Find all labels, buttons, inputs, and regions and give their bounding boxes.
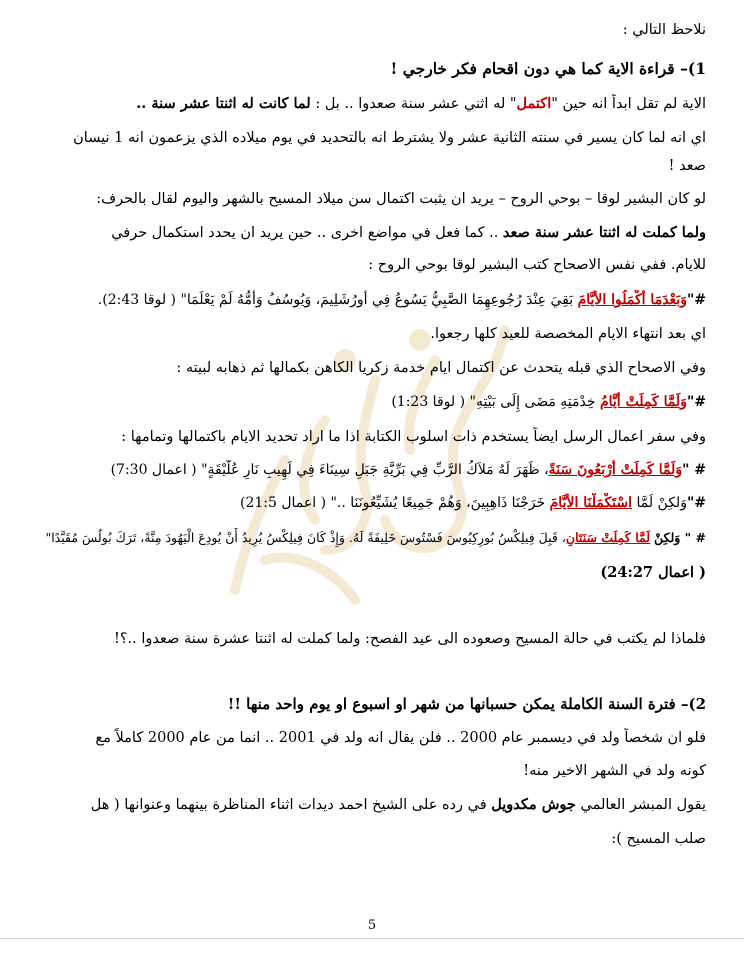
- line-22: يقول المبشر العالمي جوش مكدويل في رده على الشيخ احمد ديدات اثناء المناظرة بينهما وعنوانها ( هل: [90, 796, 706, 813]
- line-13: وفي سفر اعمال الرسل ايضاً يستخدم ذات اسلوب الكتابة اذا ما اراد تحديد الايام باكتمالها وتمامها :: [121, 429, 706, 445]
- section-2-heading: 2)– فترة السنة الكاملة يمكن حسبانها من شهر او اسبوع او يوم واحد منها !!: [227, 695, 706, 713]
- line-21: كونه ولد في الشهر الاخير منه!: [523, 763, 706, 779]
- line-20: فلو ان شخصاً ولد في ديسمبر عام 2000 .. فلن يقال انه ولد في 2001 .. انما من عام 2000 كاملاً مع: [95, 730, 706, 746]
- section-1-heading: 1)– قراءة الاية كما هي دون اقحام فكر خارجي !: [390, 59, 706, 78]
- line-11: وفي الاصحاح الذي قبله يتحدث عن اكتمال ايام خدمة زكريا الكاهن بكمالها ثم ذهابه لبيته :: [176, 360, 706, 376]
- page-number: 5: [367, 918, 377, 933]
- line-3: الاية لم تقل ابداً انه حين "اكتمل" له اثني عشر سنة صعدوا .. بل : لما كانت له اثنتا عشر سنة ..: [136, 95, 706, 112]
- line-intro: نلاحظ التالي :: [622, 22, 706, 38]
- verse-acts-7-30: # "وَلَمَّا كَمِلَتْ أَرْبَعُونَ سَنَةً، ظَهَرَ لَهُ مَلاَكُ الرَّبِّ فِي بَرِّيَّةِ جَبَلِ سِينَاءَ فِي لَهِيبِ نَارِ عُلَّيْقَةٍ" ( اعمال 7:30): [110, 462, 706, 478]
- highlight-iktamal: اكتمل: [516, 95, 552, 112]
- line-question: فلماذا لم يكتب في حالة المسيح وصعوده الى عيد الفصح: ولما كملت له اثنتا عشرة سنة صعدوا ..؟!: [114, 631, 706, 647]
- line-5: صعد !: [668, 158, 706, 174]
- line-10: اي بعد انتهاء الايام المخصصة للعيد كلها رجعوا.: [430, 326, 706, 342]
- line-acts-ref: ( اعمال 24:27): [600, 564, 706, 581]
- line-4: اي انه لما كان يسير في سنته الثانية عشر ولا يشترط انه بالتحديد في يوم ميلاده الذي يزعمون انه 1 نيسان: [73, 130, 706, 146]
- line-6: لو كان البشير لوقا – بوحي الروح – يريد ان يثبت اكتمال سن ميلاد المسيح بالشهر واليوم لقال بالحرف:: [96, 191, 706, 207]
- verse-acts-24-27: # " وَلكِنْ لَمَّا كَمِلَتْ سَنَتَانِ، قَبِلَ فِيلِكْسُ بُورِكِيُوسَ فَسْتُوسَ خَلِيفَةً لَهُ. وَإِذْ كَانَ فِيلِكْسُ يُرِيدُ أَنْ يُودِعَ الْيَهُودَ مِنَّةً، تَرَكَ بُولُسَ مُقَيَّدًا": [45, 530, 706, 545]
- name-josh-mcdowell: جوش مكدويل: [491, 796, 576, 813]
- verse-luke-1-23: #"وَلَمَّا كَمِلَتْ أَيَّامُ خِدْمَتِهِ مَضَى إِلَى بَيْتِهِ" ( لوقا 1:23): [391, 394, 706, 410]
- footer-divider: [0, 938, 744, 939]
- line-23: صلب المسيح ):: [611, 831, 706, 847]
- verse-luke-2-43: #"وَبَعْدَمَا أَكْمَلُوا الأَيَّامَ بَقِيَ عِنْدَ رُجُوعِهِمَا الصَّبِيُّ يَسُوعُ فِي أُورُشَلِيمَ، وَيُوسُفُ وَأُمُّهُ لَمْ يَعْلَمَا" ( لوقا 2:43).: [97, 292, 706, 308]
- line-8: للايام. ففي نفس الاصحاح كتب البشير لوقا بوحي الروح :: [368, 257, 706, 273]
- line-7: ولما كملت له اثنتا عشر سنة صعد .. كما فعل في مواضع اخرى .. حين يريد ان يحدد استكمال حرفي: [111, 224, 706, 241]
- verse-acts-21-5: #"وَلكِنْ لَمَّا اسْتَكْمَلْنَا الأَيَّامَ خَرَجْنَا ذَاهِبِينَ، وَهُمْ جَمِيعًا يُشَيِّعُونَنَا .." ( اعمال 21:5): [239, 495, 706, 511]
